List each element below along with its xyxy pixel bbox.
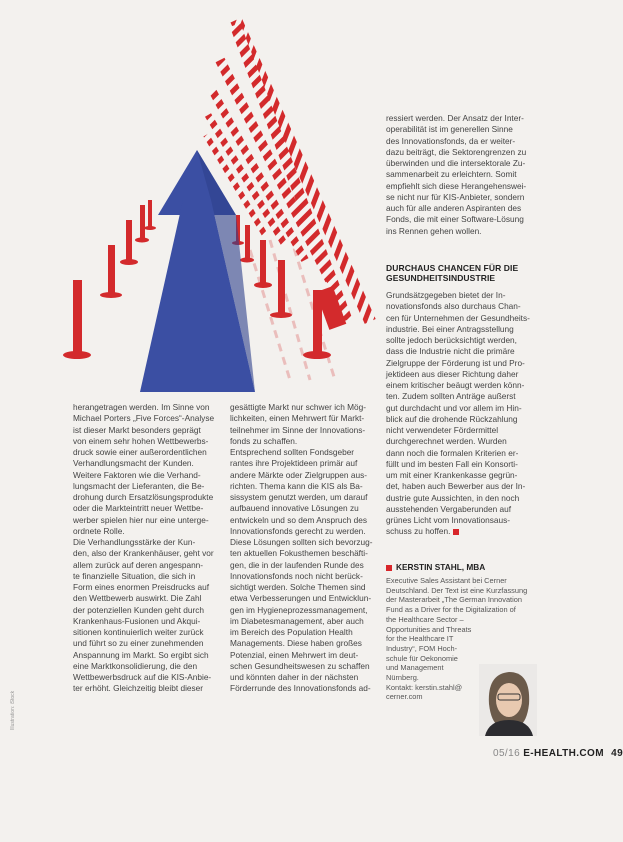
text-line: empfiehlt sich diese Herangehenswei-: [386, 180, 527, 191]
end-mark-icon: [453, 529, 459, 535]
text-line: jektideen aus dieser Richtung daher: [386, 368, 519, 379]
text-line: druck sowie einer außerordentlichen: [73, 447, 207, 457]
text-line: des Innovationsfonds, da er weiter-: [386, 135, 516, 146]
text-line: oder die Markteintritt neuer Wettbe-: [73, 503, 204, 514]
text-line: und führt so zu einer zunehmenden: [73, 638, 204, 649]
text-line: gut durchdacht und vor allem im Hin-: [386, 402, 522, 413]
text-line: werber spielen hier nur eine unterge-: [73, 514, 209, 525]
text-line: ins Rennen gehen wollen.: [386, 225, 482, 236]
text-line: sissystem genutzt werden, um darauf: [230, 492, 368, 502]
text-line: ten. Zudem sollten Anträge außerst: [386, 391, 516, 402]
text-line: einem kritischer beäugt werden könn-: [386, 380, 525, 390]
text-line: den, also der Krankenhäuser, geht vor: [73, 548, 214, 559]
text-line: Wettbewerbsdruck auf die KIS-Anbie-: [73, 672, 212, 682]
text-line: füllt und im besten Fall ein Konsorti-: [386, 458, 518, 469]
text-line: blick auf die drohende Rückzahlung: [386, 413, 518, 424]
text-line: Managements. Diese haben großes: [230, 638, 362, 649]
text-line: rantes ihre Projektideen primär auf: [230, 458, 358, 469]
text-line: teilnehmer im Sinne der Innovations-: [230, 424, 366, 435]
page-number: 49: [611, 748, 623, 759]
text-line: von einem sehr hohen Wettbewerbs-: [73, 435, 209, 446]
text-line: Michael Porters „Five Forces“-Analyse: [73, 413, 215, 424]
text-line: dann noch die formalen Kriterien er-: [386, 447, 519, 458]
magazine-name: E-HEALTH.COM: [523, 748, 604, 759]
author-bio-line: the Healthcare Sector –: [386, 614, 464, 624]
text-line: Anspannung im Markt. So ergibt sich: [73, 649, 209, 660]
text-line: dazu beiträgt, die Sektorengrenzen zu: [386, 146, 527, 157]
text-line: Weitere Faktoren wie die Verhand-: [73, 469, 201, 480]
author-bio-line: der Masterarbeit „The German Innovation: [386, 595, 522, 605]
author-bio-line: Deutschland. Der Text ist eine Kurzfassung: [386, 585, 528, 595]
text-line: Entsprechend sollten Fondsgeber: [230, 447, 355, 457]
text-line: schen Gesundheitswesen zu schaffen: [230, 660, 370, 671]
text-line: Verhandlungsmacht der Kunden.: [73, 458, 194, 469]
text-line: ist dieser Markt besonders geprägt: [73, 424, 201, 435]
text-line: operabilität ist im generellen Sinne: [386, 124, 513, 135]
text-line: dustrie gute Aussichten, in den noch: [386, 492, 520, 503]
author-bio-line: for the Healthcare IT: [386, 634, 454, 644]
text-line: etwa Verbesserungen und Entwicklun-: [230, 593, 372, 604]
text-line: lichkeiten, einen Mehrwert für Markt-: [230, 413, 365, 424]
text-line: auch für alle anderen Aspiranten des: [386, 203, 522, 213]
text-line: allem zurück auf deren angespann-: [73, 559, 204, 570]
text-line: fonds zu schaffen.: [230, 435, 298, 446]
text-line: industrie. Bei einer Antragsstellung: [386, 323, 514, 334]
cover-illustration: [60, 20, 380, 400]
text-line: sammenarbeit zu erleichtern. Somit: [386, 169, 517, 180]
text-line: dass die Industrie nicht die primäre: [386, 346, 515, 357]
text-line: Die Verhandlungsstärke der Kun-: [73, 537, 196, 547]
text-line: durchgerechnet werden. Wurden: [386, 436, 507, 447]
text-line: der potenziellen Kunden geht durch: [73, 604, 205, 615]
text-line: drohung durch Ersatzlösungsprodukte: [73, 492, 214, 502]
text-line: grünes Licht vom Innovationsaus-: [386, 515, 511, 525]
issue-number: 05/16: [493, 748, 521, 759]
text-line: lungsmacht der Lieferanten, die Be-: [73, 480, 205, 491]
text-line: sollte jedoch berücksichtigt werden,: [386, 335, 517, 345]
text-line: ten aktuellen Fokusthemen beschäfti-: [230, 548, 368, 559]
author-name-text: KERSTIN STAHL, MBA: [396, 562, 486, 572]
author-bio-line: Nürnberg.: [386, 673, 419, 683]
section-heading-line: GESUNDHEITSINDUSTRIE: [386, 273, 496, 283]
text-line: eine Marktkonsolidierung, die den: [73, 660, 198, 671]
author-bio-line: Fund as a Driver for the Digitalization of: [386, 605, 516, 615]
text-line: überwinden und die intersektorale Zu-: [386, 158, 526, 168]
text-line: se nicht nur für KIS-Anbieter, sondern: [386, 191, 525, 202]
text-line: Zielgruppe der Förderung ist und Pro-: [386, 357, 525, 368]
author-name: [386, 562, 485, 572]
text-line: te finanzielle Situation, die sich in: [73, 570, 196, 581]
text-line: ressiert werden. Der Ansatz der Inter-: [386, 113, 524, 123]
text-line: im Bereich des Population Health: [230, 627, 353, 637]
text-line: Innovationsfonds gerecht zu werden.: [230, 525, 366, 536]
text-line: ter erhöht. Gleichzeitig bleibt dieser: [73, 683, 204, 694]
text-line: sichtigt werden. Solche Themen sind: [230, 582, 366, 592]
square-bullet-icon: [386, 565, 392, 571]
text-line: Innovationsfonds noch nicht berück-: [230, 570, 363, 581]
article-column-3-bottom: [386, 290, 530, 538]
text-line: sitionen kontinuierlich weiter zurück: [73, 627, 204, 637]
author-bio-line: Opportunities and Threats: [386, 624, 472, 634]
text-line: nicht verwendeter Fördermittel: [386, 425, 499, 435]
text-line: ausstehenden Vergaberunden auf: [386, 503, 512, 514]
author-bio-line: schule für Oekonomie: [386, 653, 458, 663]
text-line: novationsfonds also durchaus Chan-: [386, 301, 521, 312]
author-bio-line: Executive Sales Assistant bei Cerner: [386, 576, 507, 585]
text-line: entwickeln und so dem Anspruch des: [230, 514, 367, 525]
article-column-1: [73, 402, 218, 695]
text-line: richten. Thema kann die KIS als Ba-: [230, 480, 363, 491]
text-line: schuss zu hoffen.: [386, 526, 451, 537]
author-bio-line: und Management: [386, 663, 444, 673]
author-bio-line: Kontakt: kerstin.stahl@: [386, 682, 463, 692]
text-line: Form eines enormen Preisdrucks auf: [73, 582, 210, 592]
text-line: gen, die in der laufenden Runde des: [230, 559, 364, 570]
text-line: Grundsätzgegeben bietet der In-: [386, 290, 506, 300]
section-heading: [386, 263, 536, 283]
text-line: Fonds, die mit einer Software-Lösung: [386, 214, 524, 225]
text-line: Potenzial, einen Mehrwert im deut-: [230, 649, 359, 660]
text-line: um mit einer Krankenkasse gegrün-: [386, 470, 518, 480]
author-photo: [479, 664, 537, 736]
article-column-2: [230, 402, 373, 695]
section-heading-line: DURCHAUS CHANCEN FÜR DIE: [386, 263, 519, 273]
text-line: den Wettbewerb auswirkt. Die Zahl: [73, 593, 202, 604]
illustration-credit: Illustration: iStock: [10, 690, 16, 730]
text-line: aufbauend innovative Lösungen zu: [230, 503, 359, 514]
text-line: und könnten daher in der nächsten: [230, 672, 359, 682]
left-posts: [63, 200, 156, 359]
author-bio: [386, 576, 528, 702]
article-column-3-top: [386, 113, 530, 237]
text-line: gesättigte Markt nur schwer ich Mög-: [230, 402, 367, 412]
text-line: ordnete Rolle.: [73, 525, 125, 536]
author-bio-line: cerner.com: [386, 692, 423, 702]
text-line: andere Märkte oder Zielgruppen aus-: [230, 469, 367, 480]
text-line: Förderrunde des Innovationsfonds ad-: [230, 683, 371, 694]
text-line: Krankenhaus-Fusionen und Akqui-: [73, 615, 201, 626]
author-bio-line: Industry“, FOM Hoch-: [386, 643, 458, 653]
text-line: cen für Unternehmen der Gesundheits-: [386, 312, 530, 323]
text-line: Diese Lösungen sollten sich bevorzug-: [230, 537, 373, 547]
text-line: det, haben auch Bewerber aus der In-: [386, 481, 526, 492]
text-line: gen im Hygieneprozessmanagement,: [230, 604, 368, 615]
page-footer: [493, 748, 623, 759]
text-line: im Diabetesmanagement, aber auch: [230, 615, 364, 626]
text-line: herangetragen werden. Im Sinne von: [73, 402, 210, 412]
